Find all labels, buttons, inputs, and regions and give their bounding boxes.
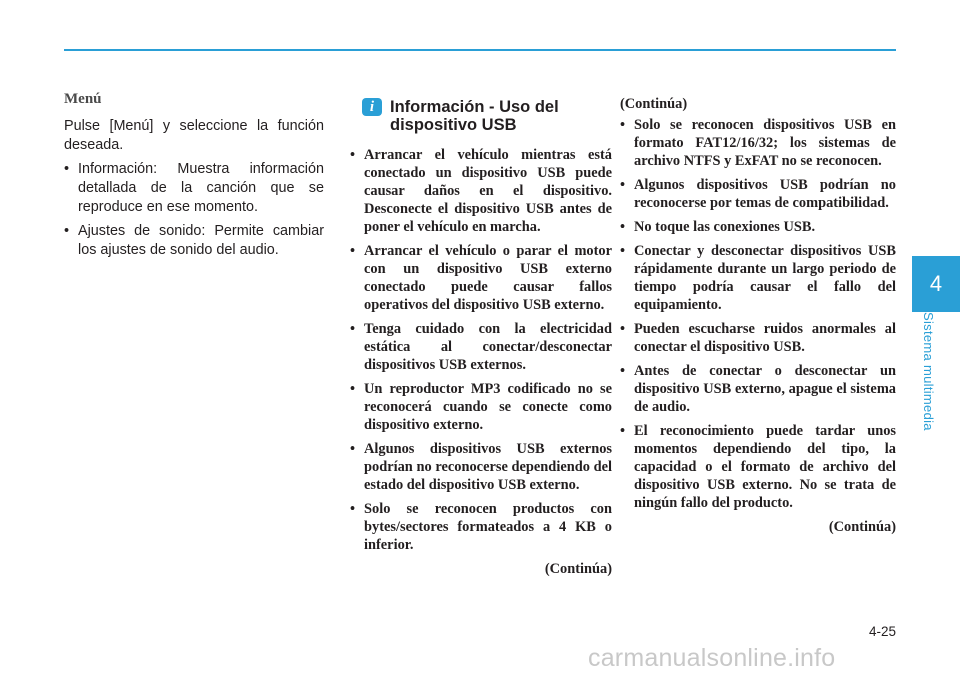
column-menu (64, 90, 324, 265)
list-item: • Algunos dispositivos USB externos podrían no reconocerse dependiendo del estado del dispositivo USB externo. (350, 440, 612, 494)
column-usb-info-continued (620, 93, 896, 536)
list-item: • Antes de conectar o desconectar un dispositivo USB externo, apague el sistema de audio. (620, 362, 896, 416)
usb-info-list-continued (620, 116, 896, 512)
list-item: • Arrancar el vehículo o parar el motor con un dispositivo USB externo conectado puede causar fallos operativos del dispositivo USB externo. (350, 242, 612, 314)
usb-info-list (350, 146, 612, 554)
continued-heading: (Continúa) (620, 96, 688, 112)
chapter-side-label (921, 312, 941, 442)
list-item: • No toque las conexiones USB. (620, 218, 896, 236)
header-rule (64, 49, 896, 51)
continued-label: (Continúa) (544, 561, 612, 577)
list-item: • Tenga cuidado con la electricidad estática al conectar/desconectar dispositivos USB externos. (350, 320, 612, 374)
list-item: • Conectar y desconectar dispositivos USB rápidamente durante un largo periodo de tiempo podría causar el fallo del equipamiento. (620, 242, 896, 314)
continued-label: (Continúa) (828, 519, 896, 535)
list-item: • Un reproductor MP3 codificado no se reconocerá cuando se conecte como dispositivo externo. (350, 380, 612, 434)
list-item: • Arrancar el vehículo mientras está conectado un dispositivo USB puede causar daños en el dispositivo. Desconecte el dispositivo USB antes de poner el vehículo en marcha. (350, 146, 612, 236)
menu-list (64, 160, 324, 260)
list-item: • Información: Muestra información detallada de la canción que se reproduce en ese momento. (64, 160, 324, 217)
watermark[interactable]: carmanualsonline.info (588, 644, 836, 672)
menu-intro: Pulse [Menú] y seleccione la función deseada. (64, 118, 324, 153)
chapter-title: Sistema multimedia (921, 312, 936, 431)
chapter-number: 4 (929, 271, 943, 296)
info-title: Información - Uso del dispositivo USB (390, 98, 559, 134)
page-number: 4-25 (868, 624, 896, 639)
chapter-tab (912, 256, 960, 312)
list-item: • Solo se reconocen dispositivos USB en formato FAT12/16/32; los sistemas de archivo NTFS y ExFAT no se reconocen. (620, 116, 896, 170)
list-item: • Pueden escucharse ruidos anormales al conectar el dispositivo USB. (620, 320, 896, 356)
info-icon: i (362, 98, 382, 116)
menu-heading: Menú (64, 91, 102, 107)
list-item: • Ajustes de sonido: Permite cambiar los ajustes de sonido del audio. (64, 222, 324, 260)
list-item: • Algunos dispositivos USB podrían no reconocerse por temas de compatibilidad. (620, 176, 896, 212)
info-heading (350, 98, 612, 134)
list-item: • Solo se reconocen productos con bytes/sectores formateados a 4 KB o inferior. (350, 500, 612, 554)
column-usb-info (350, 92, 612, 578)
list-item: • El reconocimiento puede tardar unos momentos dependiendo del tipo, la capacidad o el formato de archivo del dispositivo USB externo. No se trata de ningún fallo del producto. (620, 422, 896, 512)
